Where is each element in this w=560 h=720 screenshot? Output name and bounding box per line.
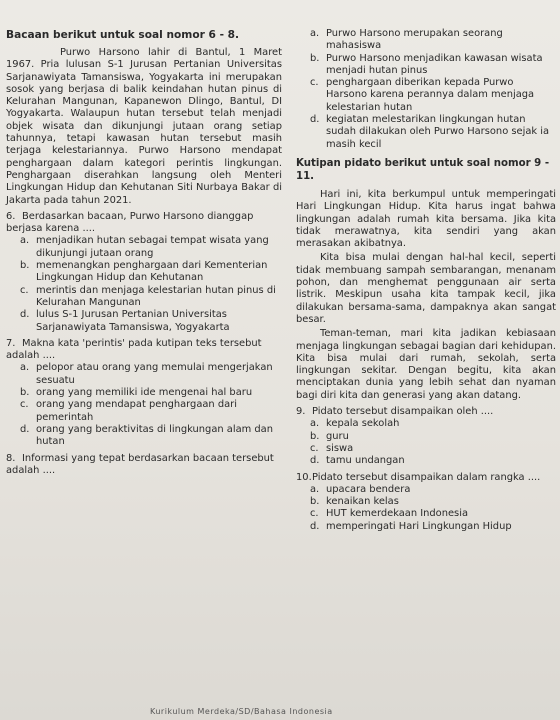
q7-option-a[interactable]: a. pelopor atau orang yang memulai mengerjakan sesuatu xyxy=(20,362,273,386)
q10-option-a[interactable]: a. upacara bendera xyxy=(310,483,411,495)
footer-text: Kurikulum Merdeka/SD/Bahasa Indonesia xyxy=(150,707,333,716)
left-column xyxy=(6,28,282,477)
q9-option-a[interactable]: a. kepala sekolah xyxy=(310,418,400,430)
q7-option-d[interactable]: d. orang yang beraktivitas di lingkungan alam dan hutan xyxy=(20,423,273,448)
question-number: 8. xyxy=(6,452,16,464)
q8-option-c[interactable]: c. penghargaan diberikan kepada Purwo Harsono karena perannya dalam menjaga kelestarian hutan xyxy=(310,77,535,113)
q8-option-a[interactable]: a. Purwo Harsono merupakan seorang mahasiswa xyxy=(310,28,503,52)
q10-option-d[interactable]: d. memperingati Hari Lingkungan Hidup xyxy=(310,520,512,532)
question-8 xyxy=(6,453,282,478)
question-text: Makna kata 'perintis' pada kutipan teks tersebut adalah .... xyxy=(6,337,262,362)
speech-paragraph: Kita bisa mulai dengan hal-hal kecil, seperti tidak membuang sampah sembarangan, menanam pohon, dan menghemat penggunaan air serta listrik. Meskipun usaha kita tampak kecil, jika dilakukan bersama-sama, dampaknya akan sangat besar. xyxy=(296,252,556,325)
q9-option-c[interactable]: c. siswa xyxy=(310,442,354,454)
right-column xyxy=(296,28,556,533)
question-text: Berdasarkan bacaan, Purwo Harsono dianggap berjasa karena .... xyxy=(6,210,254,235)
question-number: 9. xyxy=(296,406,306,418)
speech-paragraph: Hari ini, kita berkumpul untuk memperingati Hari Lingkungan Hidup. Kita harus ingat bahwa lingkungan adalah rumah kita bersama. Jika kita tidak merawatnya, kita sendiri yang akan merasakan akibatnya. xyxy=(296,188,556,250)
question-number: 6. xyxy=(6,210,16,222)
q6-option-d[interactable]: d. lulus S-1 Jurusan Pertanian Universitas Sarjanawiyata Tamansiswa, Yogyakarta xyxy=(20,309,230,333)
question-10 xyxy=(296,472,556,484)
q8-option-d[interactable]: d. kegiatan melestarikan lingkungan hutan sudah dilakukan oleh Purwo Harsono sejak ia masih kecil xyxy=(310,114,550,150)
question-text: Pidato tersebut disampaikan dalam rangka .... xyxy=(312,471,541,483)
speech-excerpt xyxy=(296,189,556,402)
q6-option-c[interactable]: c. merintis dan menjaga kelestarian hutan pinus di Kelurahan Mangunan xyxy=(20,284,276,308)
question-7 xyxy=(6,338,282,363)
q6-option-b[interactable]: b. memenangkan penghargaan dari Kementerian Lingkungan Hidup dan Kehutanan xyxy=(20,260,268,284)
reading-heading: Bacaan berikut untuk soal nomor 6 - 8. xyxy=(6,29,240,41)
question-9 xyxy=(296,406,556,418)
q10-option-c[interactable]: c. HUT kemerdekaan Indonesia xyxy=(310,508,468,520)
q7-option-b[interactable]: b. orang yang memiliki ide mengenai hal baru xyxy=(20,387,253,399)
q6-option-a[interactable]: a. menjadikan hutan sebagai tempat wisata yang dikunjungi jutaan orang xyxy=(20,235,269,259)
question-text: Informasi yang tepat berdasarkan bacaan tersebut adalah .... xyxy=(6,452,274,476)
speech-heading: Kutipan pidato berikut untuk soal nomor 9 - 11. xyxy=(296,157,550,182)
q10-option-b[interactable]: b. kenaikan kelas xyxy=(310,496,399,508)
q8-option-b[interactable]: b. Purwo Harsono menjadikan kawasan wisata menjadi hutan pinus xyxy=(310,52,543,76)
q9-option-b[interactable]: b. guru xyxy=(310,430,349,442)
q7-option-c[interactable]: c. orang yang mendapat penghargaan dari pemerintah xyxy=(20,399,237,423)
question-number: 10. xyxy=(296,471,312,483)
question-text: Pidato tersebut disampaikan oleh .... xyxy=(312,406,494,418)
q9-option-d[interactable]: d. tamu undangan xyxy=(310,455,405,467)
question-6 xyxy=(6,211,282,236)
speech-paragraph: Teman-teman, mari kita jadikan kebiasaan menjaga lingkungan sebagai bagian dari kehidupan. Kita bisa mulai dari rumah, sekolah, serta lingkungan sekitar. Dengan begitu, kita akan menciptakan dunia yang lebih sehat dan nyaman bagi diri kita dan generasi yang akan datang. xyxy=(296,328,556,401)
reading-paragraph: Purwo Harsono lahir di Bantul, 1 Maret 1967. Pria lulusan S-1 Jurusan Pertanian Universitas Sarjanawiyata Tamansiswa, Yogyakarta ini merupakan sosok yang berjasa di balik keindahan hutan pinus di Kelurahan Mangunan, Kapanewon Dlingo, Bantul, DI Yogyakarta. Walaupun hutan tersebut telah menjadi objek wisata dan dikunjungi jutaan orang setiap tahunnya, tetapi kawasan hutan tersebut masih terjaga kelestariannya. Purwo Harsono mendapat penghargaan dalam kategori perintis lingkungan. Penghargaan diserahkan langsung oleh Menteri Lingkungan Hidup dan Kehutanan Siti Nurbaya Bakar di Jakarta pada tahun 2021. xyxy=(6,47,282,206)
question-number: 7. xyxy=(6,337,16,349)
